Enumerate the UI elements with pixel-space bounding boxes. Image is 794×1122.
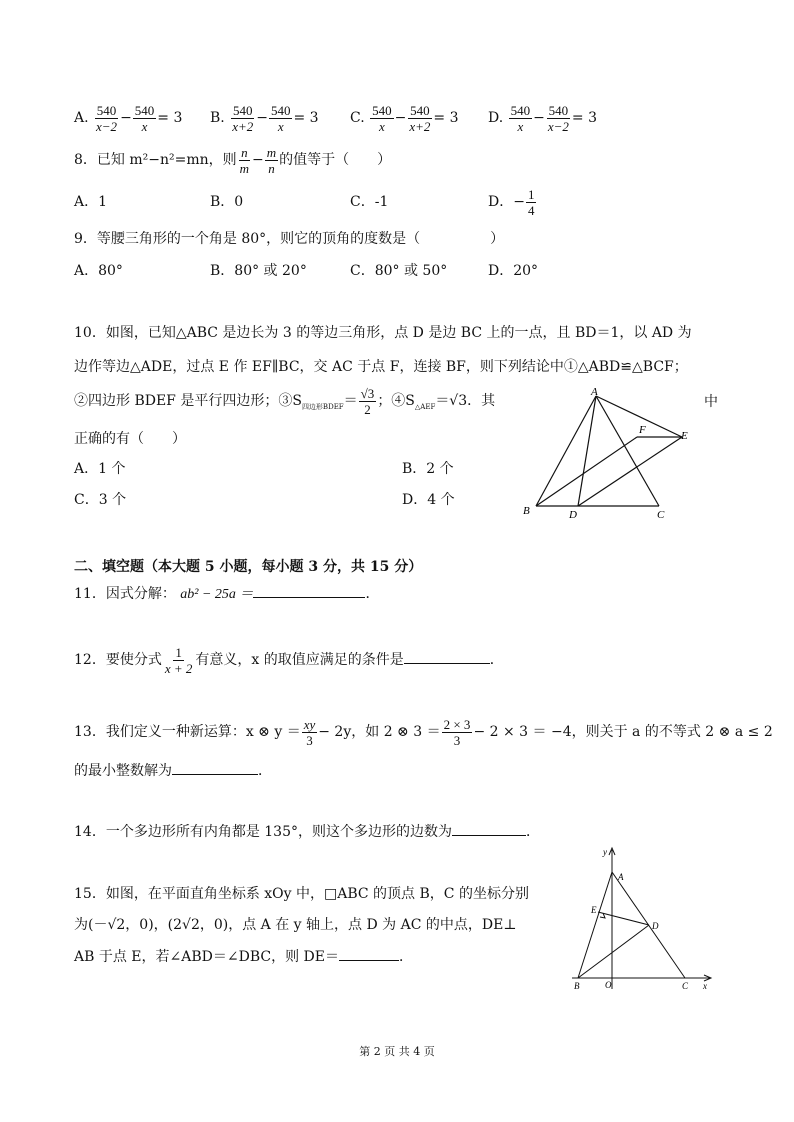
q8-frac1-den: m	[239, 160, 250, 176]
q10-line3-a: ②四边形 BDEF 是平行四边形；③S	[74, 393, 302, 409]
q9-option-a: A．80°	[74, 263, 123, 279]
q7-b-den2: x	[277, 118, 284, 134]
q8-d-frac	[526, 188, 537, 217]
q13-frac1	[302, 718, 318, 747]
q10-line3-zhong: 中	[704, 394, 718, 410]
q13-xy: xy	[303, 716, 316, 732]
q7-c-frac2	[407, 104, 432, 133]
q13-text-b: − 2y，如 2 ⊗ 3 ＝	[318, 724, 441, 740]
q7-a-num1: 540	[96, 102, 117, 118]
q7-option-b	[210, 98, 319, 138]
q7-option-d	[488, 98, 597, 138]
q10-line3	[74, 384, 495, 424]
q15-label-x: x	[703, 981, 707, 991]
q12-den: x + 2	[164, 660, 193, 676]
q7-b-frac2	[269, 104, 293, 133]
q10-line3-sub: 四边形BDEF	[301, 402, 344, 411]
q10-option-d: D．4 个	[402, 492, 455, 508]
q10-seg-de	[578, 437, 682, 506]
q7-b-den1: x+2	[232, 118, 254, 134]
q7-d-frac2	[546, 104, 571, 133]
q15-blank[interactable]	[339, 948, 399, 961]
q8-minus: −	[252, 152, 264, 168]
q15-label-y: y	[603, 847, 607, 857]
q10-two: 2	[364, 401, 371, 417]
q10-label-f: F	[639, 424, 646, 436]
q13-frac2	[442, 718, 473, 747]
q13-line1	[74, 712, 773, 752]
q11-text: 11．因式分解：	[74, 586, 176, 602]
q8-frac1	[238, 146, 251, 175]
q8-stem	[74, 142, 391, 178]
q8-option-c: C．-1	[350, 194, 389, 210]
q10-option-a: A．1 个	[74, 461, 126, 477]
q7-c-num2: 540	[410, 102, 430, 118]
q7-b-letter: B.	[210, 110, 225, 126]
q10-sqrt3: √3	[360, 385, 375, 401]
q14-blank[interactable]	[452, 823, 526, 836]
q7-d-letter: D.	[488, 110, 504, 126]
q8-intro: 8．已知 m²−n²=mn，则	[74, 152, 237, 168]
q15-line1: 15．如图，在平面直角坐标系 xOy 中，□ABC 的顶点 B，C 的坐标分别	[74, 886, 529, 902]
q9-option-d: D．20°	[488, 263, 539, 279]
q13-text-a: 13．我们定义一种新运算：x ⊗ y ＝	[74, 724, 301, 740]
q10-label-b: B	[523, 505, 530, 517]
q7-d-den1: x	[517, 118, 524, 134]
q7-d-frac1	[509, 104, 533, 133]
q7-a-letter: A.	[74, 110, 89, 126]
q13-end: ．	[258, 763, 272, 779]
q10-line3-sub2: △AEF	[414, 402, 436, 411]
section2-title: 二、填空题（本大题 5 小题，每小题 3 分，共 15 分）	[74, 559, 423, 575]
q10-figure	[515, 385, 705, 525]
q12-blank[interactable]	[404, 651, 490, 664]
q7-a-den2: x	[141, 118, 148, 134]
q13-text-c: − 2 × 3 ＝ −4，则关于 a 的不等式 2 ⊗ a ≤ 2	[473, 724, 773, 740]
q15-figure	[562, 842, 722, 994]
page-footer: 第 2 页 共 4 页	[359, 1045, 435, 1058]
q7-a-num2: 540	[134, 102, 155, 118]
q8-frac2-num: m	[266, 144, 277, 160]
q7-c-minus: −	[394, 110, 407, 126]
q7-c-den2: x+2	[409, 118, 431, 134]
q8-option-b: B．0	[210, 194, 244, 210]
q15-label-c: C	[682, 981, 689, 991]
q7-c-frac1	[370, 104, 394, 133]
q15-label-e: E	[591, 905, 597, 915]
q7-a-eq: = 3	[157, 110, 183, 126]
q8-d-den: 4	[527, 202, 535, 218]
q7-a-frac1	[94, 104, 119, 133]
q13-2x3: 2 × 3	[443, 716, 471, 732]
q12-frac	[163, 646, 195, 675]
q15-line2: 为(－√2，0)，(2√2，0)，点 A 在 y 轴上，点 D 为 AC 的中点，DE⊥	[74, 917, 517, 933]
q10-label-e: E	[681, 430, 688, 442]
q7-c-num1: 540	[372, 102, 392, 118]
q15-end: ．	[398, 949, 413, 965]
q11-end: ．	[365, 586, 380, 602]
q15-label-o: O	[605, 980, 612, 990]
q15-label-a: A	[618, 872, 624, 882]
q13-line2	[74, 760, 272, 780]
q10-sqrt3-over-2	[359, 387, 377, 416]
q10-line3-b: ；④S	[377, 393, 415, 409]
q8-frac1-num: n	[241, 144, 248, 160]
q15-line3-text: AB 于点 E，若∠ABD＝∠DBC，则 DE＝	[74, 949, 339, 965]
q10-seg-ac	[596, 396, 659, 506]
q15-line3	[74, 946, 413, 966]
q9-option-c: C．80° 或 50°	[350, 263, 448, 279]
q8-d-num: 1	[527, 186, 535, 202]
q9-option-b: B．80° 或 20°	[210, 263, 307, 279]
q8-tail: 的值等于（ ）	[279, 152, 392, 168]
q10-option-b: B．2 个	[402, 461, 454, 477]
q7-b-num1: 540	[232, 102, 253, 118]
q7-b-num2: 540	[270, 102, 291, 118]
q13-three-b: 3	[453, 732, 461, 748]
q14-text: 14．一个多边形所有内角都是 135°，则这个多边形的边数为	[74, 824, 452, 840]
q8-option-d	[488, 184, 537, 220]
q13-line2-text: 的最小整数解为	[74, 763, 172, 779]
q10-label-a: A	[591, 386, 598, 398]
q8-d-prefix: D．−	[488, 194, 525, 210]
q7-option-a	[74, 98, 182, 138]
q10-line2: 边作等边△ADE，过点 E 作 EF∥BC，交 AC 于点 F，连接 BF，则下列结论中①△ABD≌△BCF；	[74, 359, 688, 375]
q11-blank[interactable]	[253, 585, 365, 598]
q7-c-den1: x	[378, 118, 385, 134]
q10-option-c: C．3 个	[74, 492, 127, 508]
q13-blank[interactable]	[172, 762, 258, 775]
q7-a-minus: −	[120, 110, 132, 126]
q10-line3-c: ＝√3．其	[435, 393, 496, 409]
q7-b-frac1	[230, 104, 255, 133]
q10-line3-eq: ＝	[343, 393, 358, 409]
q8-frac2-den: n	[268, 160, 275, 176]
q7-d-den2: x−2	[547, 118, 569, 134]
q7-c-eq: = 3	[433, 110, 459, 126]
q10-label-d: D	[569, 509, 577, 521]
q9-stem: 9．等腰三角形的一个角是 80°，则它的顶角的度数是（ ）	[74, 231, 505, 247]
q10-seg-bf	[536, 437, 637, 506]
q12-end: ．	[489, 652, 504, 668]
q15-label-b: B	[574, 981, 580, 991]
q15-label-d: D	[652, 921, 659, 931]
q10-line1: 10．如图，已知△ABC 是边长为 3 的等边三角形，点 D 是边 BC 上的一点，且 BD＝1，以 AD 为	[74, 325, 692, 341]
q8-frac2	[265, 146, 278, 175]
q15-seg-ab	[578, 872, 612, 978]
q7-d-num1: 540	[510, 102, 531, 118]
q13-three-a: 3	[306, 732, 313, 748]
q8-option-a: A．1	[74, 194, 108, 210]
q7-d-minus: −	[533, 110, 545, 126]
q7-d-eq: = 3	[571, 110, 598, 126]
q7-option-c	[350, 98, 459, 138]
q7-c-letter: C.	[350, 110, 365, 126]
q7-a-den1: x−2	[96, 118, 118, 134]
q11	[74, 583, 379, 603]
q10-line4: 正确的有（ ）	[74, 431, 186, 447]
q14-end: ．	[526, 824, 540, 840]
q10-label-c: C	[657, 509, 665, 521]
q12-text-a: 12．要使分式	[74, 652, 162, 668]
q12-text-b: 有意义，x 的取值应满足的条件是	[195, 652, 404, 668]
q12	[74, 640, 504, 680]
q12-num: 1	[175, 644, 182, 660]
q14	[74, 821, 540, 841]
q7-d-num2: 540	[548, 102, 569, 118]
q7-b-eq: = 3	[293, 110, 319, 126]
q11-expr: ab² − 25a ＝	[180, 587, 254, 602]
q15-seg-bd	[578, 925, 649, 978]
q7-a-frac2	[133, 104, 157, 133]
q7-b-minus: −	[256, 110, 268, 126]
